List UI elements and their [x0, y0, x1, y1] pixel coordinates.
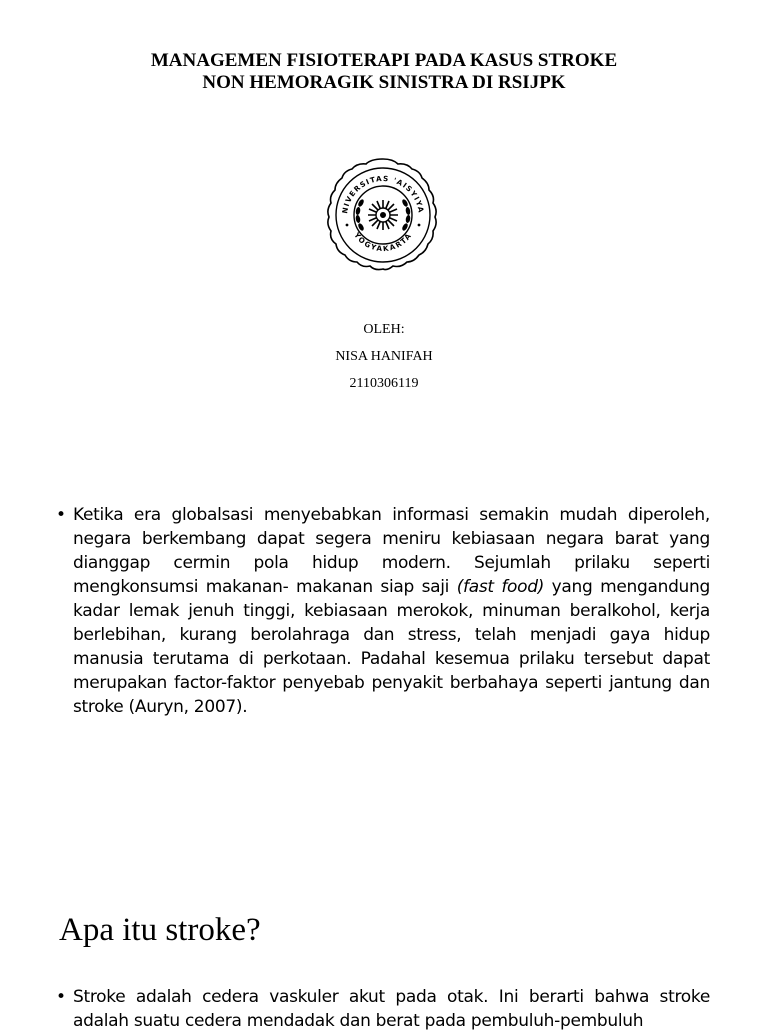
author-id: 2110306119: [349, 376, 419, 391]
intro-paragraph: [56, 503, 710, 719]
seal-icon: [323, 155, 443, 275]
seal-top-text: NIVERSITAS 'AISYIYA: [340, 173, 426, 215]
seal-bottom-text: YOGYAKARTA: [352, 230, 414, 254]
author-label: OLEH:: [363, 322, 405, 337]
section-heading: Apa itu stroke?: [59, 912, 261, 948]
definition-paragraph-text: Stroke adalah cedera vaskuler akut pada otak. Ini berarti bahwa stroke adalah suatu cedera mendadak dan berat pada pembuluh-pembuluh: [73, 987, 710, 1031]
intro-text-italic: (fast food): [456, 577, 545, 597]
university-seal-logo: [323, 155, 443, 275]
title-line-1: MANAGEMEN FISIOTERAPI PADA KASUS STROKE: [150, 50, 618, 71]
title-line-2: NON HEMORAGIK SINISTRA DI RSIJPK: [202, 72, 566, 93]
bullet-icon: •: [56, 505, 67, 525]
bullet-icon: •: [56, 987, 67, 1007]
intro-text-part-2: yang mengandung kadar lemak jenuh tinggi, kebiasaan merokok, minuman beralkohol, kerja berlebihan, kurang berolahraga dan stress, telah menjadi gaya hidup manusia terutama di perkotaan. Padahal kesemua prilaku tersebut dapat merupakan factor-faktor penyebab penyakit berbahaya seperti jantung dan stroke (Auryn, 2007).: [73, 577, 710, 717]
definition-paragraph: [56, 985, 710, 1033]
author-name: NISA HANIFAH: [335, 349, 433, 364]
document-title: [0, 50, 768, 94]
svg-text:YOGYAKARTA: [352, 230, 414, 253]
intro-paragraph-text: [73, 503, 710, 719]
author-block: [0, 316, 768, 397]
intro-text-part-1: Ketika era globalsasi menyebabkan informasi semakin mudah diperoleh, negara berkembang dapat segera meniru kebiasaan negara barat yang dianggap cermin pola hidup modern. Sejumlah prilaku seperti mengkonsumsi makanan- makanan siap saji: [73, 505, 710, 597]
